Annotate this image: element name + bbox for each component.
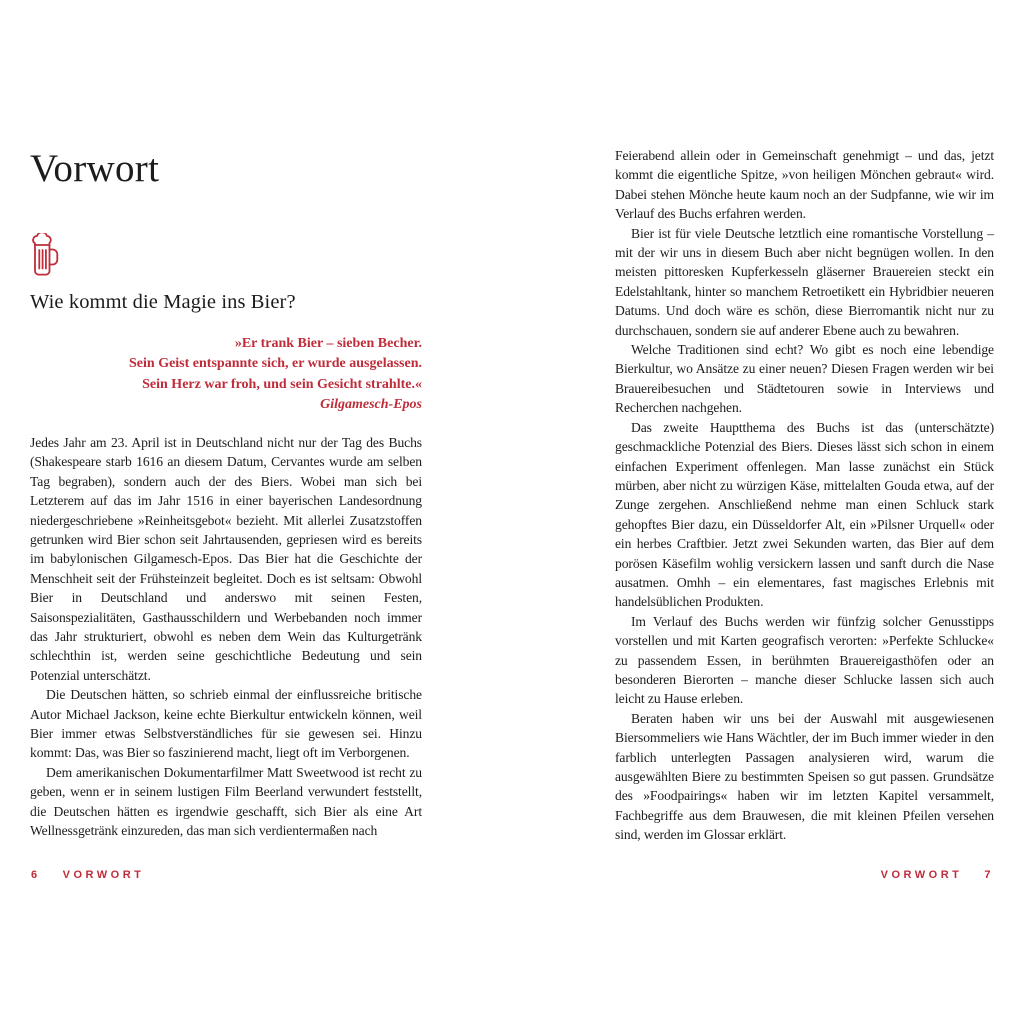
paragraph: Jedes Jahr am 23. April ist in Deutschland nicht nur der Tag des Buchs (Shakespeare starb 1616 an diesem Datum, Cervantes wurde am selben Tag begraben), sondern auch der des Biers. Wobei man sich bei Letzterem auf das im Jahr 1516 in einer bayerischen Landesordnung niedergeschriebene »Reinheitsgebot« bezieht. Mit allerlei Zusatzstoffen getrunken wird Bier schon seit Jahrtausenden, gepriesen wird es bereits im babylonischen Gilgamesch-Epos. Das Bier hat die Geschichte der Menschheit seit der Frühsteinzeit begleitet. Doch es ist seltsam: Obwohl Bier in Deutschland und anderswo mit seinen Festen, Saisonspezialitäten, Gasthausschildern und Werbebanden noch immer das Jahr strukturiert, obwohl es neben dem Wein das Kulturgetränk schlechthin ist, werden seine geschichtliche Bedeutung und sein Potenzial unterschätzt. bbox=[30, 434, 422, 683]
left-running-head: VORWORT bbox=[62, 869, 145, 881]
right-page bbox=[615, 146, 994, 845]
beer-mug-icon bbox=[30, 233, 422, 282]
paragraph: Dem amerikanischen Dokumentarfilmer Matt Sweetwood ist recht zu geben, wenn er in seinem lustigen Film Beerland verwundert feststellt, die Deutschen hätten es irgendwie geschafft, sich Bier als eine Art Wellnessgetränk einzureden, das man sich verdientermaßen nach bbox=[30, 764, 422, 839]
left-running-footer bbox=[31, 869, 144, 881]
right-page-body bbox=[615, 146, 994, 845]
epigraph-line: »Er trank Bier – sieben Becher. bbox=[234, 335, 422, 351]
right-running-footer bbox=[881, 869, 994, 881]
paragraph: Feierabend allein oder in Gemeinschaft genehmigt – und das, jetzt kommt die eigentliche Spitze, »von heiligen Mönchen gebraut« wird. Dabei stehen Mönche heute kaum noch an der Sudpfanne, wie wir im Verlauf des Buchs erfahren werden. bbox=[615, 148, 994, 222]
paragraph: Beraten haben wir uns bei der Auswahl mit ausgewiesenen Biersommeliers wie Hans Wächtler, der im Buch immer wieder in den farblich unterlegten Passagen analysieren wird, warum die ausgewählten Biere zu bestimmten Speisen so gut passen. Grundsätze des »Foodpairings« haben wir im letzten Kapitel versammelt, Fachbegriffe aus dem Brauwesen, die mit kleinen Pfeilen versehen sind, werden im Glossar erklärt. bbox=[615, 710, 994, 843]
epigraph-lines bbox=[30, 334, 422, 396]
section-heading: Wie kommt die Magie ins Bier? bbox=[30, 290, 296, 313]
paragraph: Welche Traditionen sind echt? Wo gibt es noch eine lebendige Bierkultur, wo Ansätze zu einer neuen? Diesen Fragen werden wir bei Brauereibesuchen und Städtetouren sowie in Interviews und Recherchen nachgehen. bbox=[615, 342, 994, 416]
epigraph-line: Sein Geist entspannte sich, er wurde ausgelassen. bbox=[129, 356, 422, 372]
paragraph: Im Verlauf des Buchs werden wir fünfzig solcher Genusstipps vorstellen und mit Karten geografisch verorten: »Perfekte Schlucke« zu passendem Essen, in berühmten Brauereigasthöfen oder an besonderen Bierorten – manche dieser Schlucke lassen sich auch leicht zu Hause erleben. bbox=[615, 613, 994, 707]
page-title: Vorwort bbox=[30, 147, 160, 190]
paragraph: Bier ist für viele Deutsche letztlich eine romantische Vorstellung – mit der wir uns in diesem Buch aber nicht begnügen wollen. In den meisten pittoresken Kupferkesseln gläserner Brauereien steckt ein Edelstahltank, hinter so manchem Retroetikett ein Hybridbier neueren Datums. Und doch wäre es schön, diese Bierromantik nicht nur zu durchschauen, sondern sie auf anderer Ebene auch zu bewahren. bbox=[615, 225, 994, 338]
epigraph bbox=[30, 334, 422, 416]
paragraph: Die Deutschen hätten, so schrieb einmal der einflussreiche britische Autor Michael Jackson, keine echte Bierkultur entwickeln können, weil Bier immer etwas Selbstverständliches für sie gewesen sei. Hinzu kommt: Das, was Bier so faszinierend macht, liegt oft im Verborgenen. bbox=[30, 687, 422, 761]
left-page bbox=[30, 148, 422, 840]
left-page-body bbox=[30, 433, 422, 841]
right-page-number: 7 bbox=[984, 869, 994, 881]
epigraph-attribution: Gilgamesch-Epos bbox=[320, 397, 422, 413]
epigraph-line: Sein Herz war froh, und sein Gesicht strahlte.« bbox=[142, 376, 422, 392]
paragraph: Das zweite Hauptthema des Buchs ist das (unterschätzte) geschmackliche Potenzial des Biers. Dieses lässt sich schon in einem einfachen Experiment offenlegen. Man lasse zunächst ein Stück mürben, aber nicht zu würzigen Käse, mittelalten Gouda etwa, auf der Zunge zergehen. Anschließend nehme man einen Schluck stark gehopftes Bier dazu, ein Düsseldorfer Alt, ein »Pilsner Urquell« oder ein herbes Craftbier. Jetzt zwei Sekunden warten, das Bier auf dem porösen Käsefilm wohlig versickern lassen und sanft durch die Nase ausatmen. Omhh – ein elementares, fast magisches Erlebnis mit handelsüblichen Produkten. bbox=[615, 419, 994, 610]
right-running-head: VORWORT bbox=[880, 869, 963, 881]
left-page-number: 6 bbox=[31, 869, 41, 881]
